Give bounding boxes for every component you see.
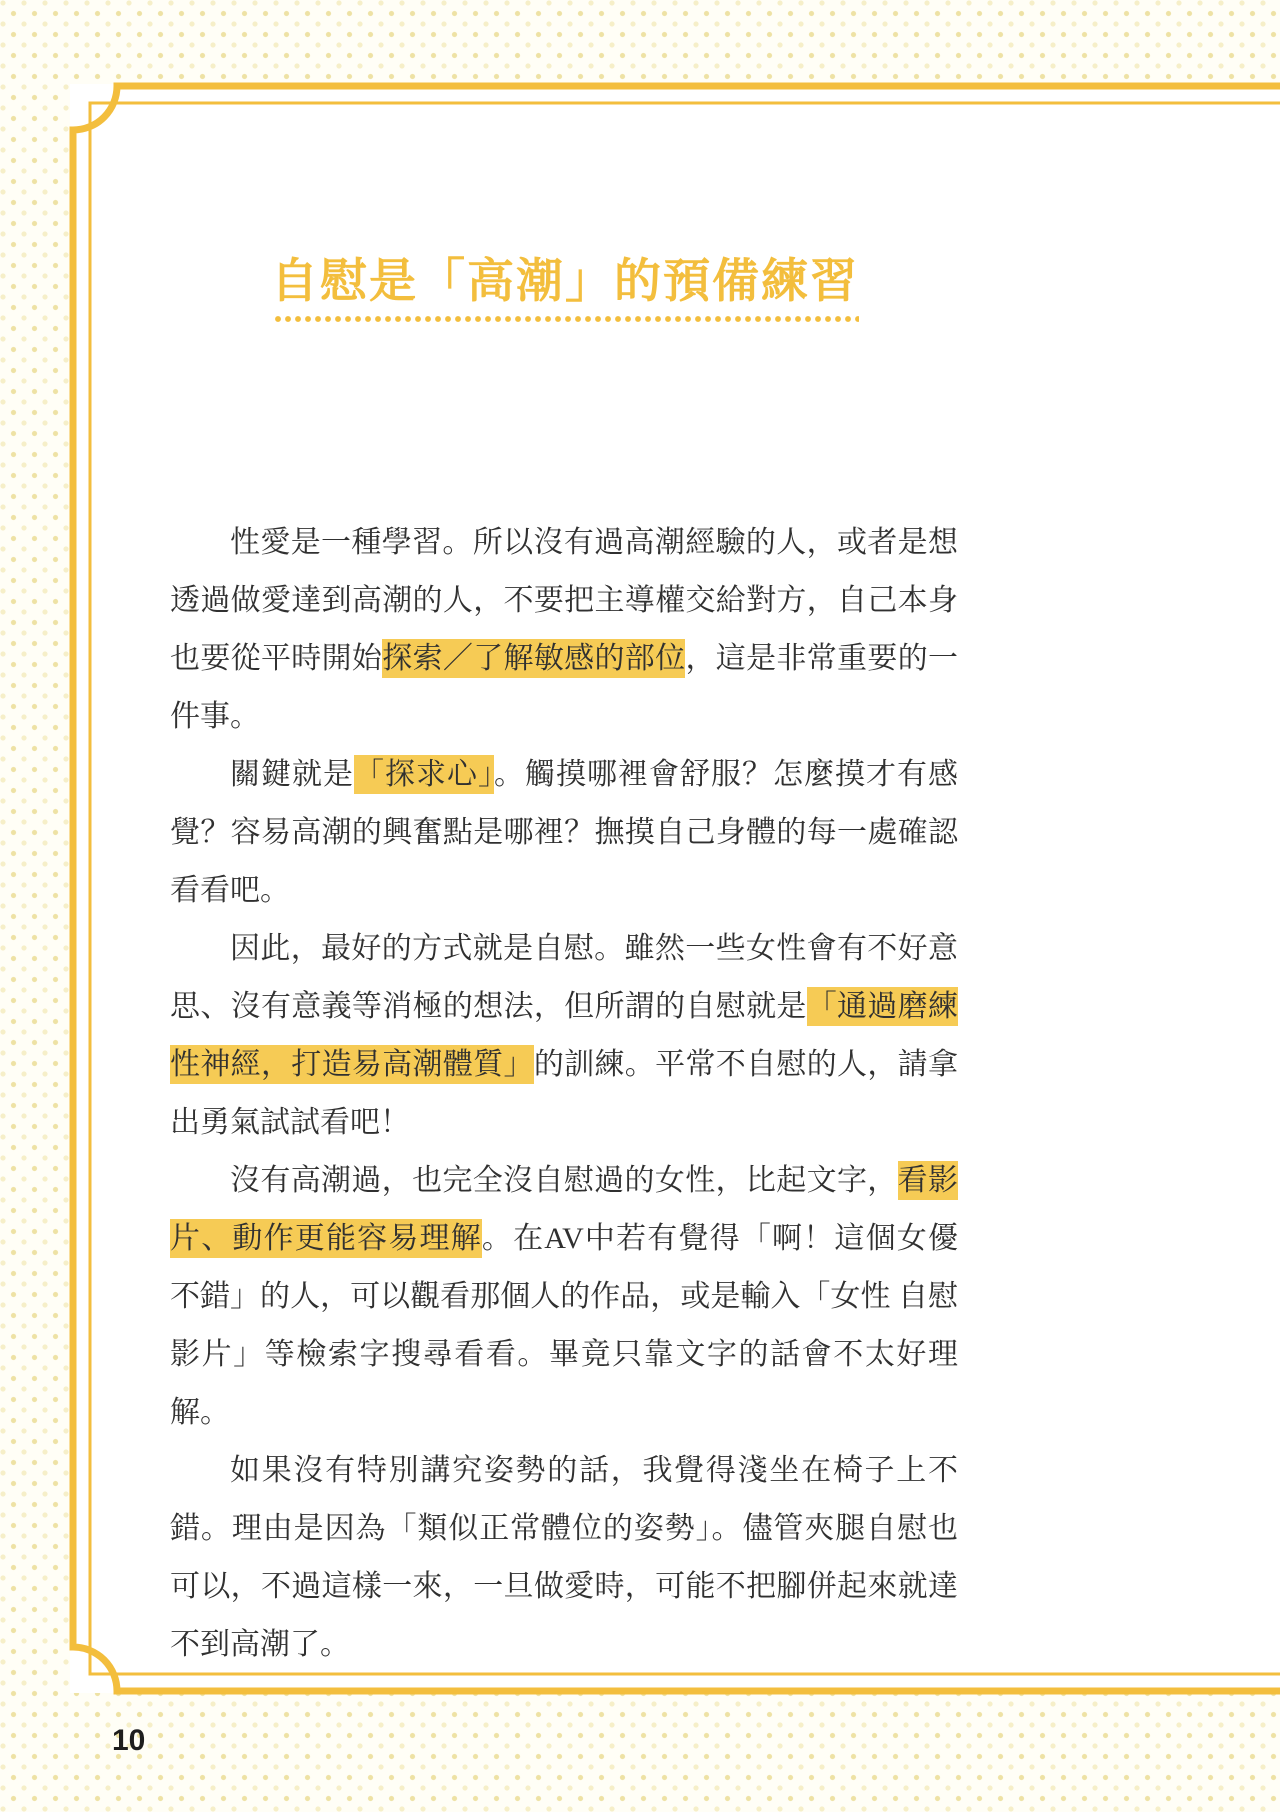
page-number: 10	[112, 1724, 146, 1757]
highlighted-text: 「探求心」	[354, 755, 494, 794]
text-run: 性愛是一種學習。所以沒有過高潮經驗的人，或者是想透過做愛達到高潮的人，不要把主導權交給對方，自己本身也要從平時開始	[170, 526, 958, 675]
text-run: 的訓練。平常不自慰的人，請拿出勇氣試試看吧！	[170, 1048, 959, 1139]
highlighted-text: 「通過磨練性神經，打造易高潮體質」	[170, 987, 958, 1084]
highlighted-text: 看影片、動作更能容易理解	[170, 1161, 958, 1258]
paragraph	[170, 1442, 958, 1674]
paragraph	[170, 920, 958, 1152]
paragraph	[170, 1152, 958, 1442]
text-run: 。觸摸哪裡會舒服？怎麼摸才有感覺？容易高潮的興奮點是哪裡？撫摸自己身體的每一處確認看看吧。	[170, 758, 958, 907]
text-run: ，這是非常重要的一件事。	[170, 642, 959, 733]
body-text	[170, 514, 958, 1674]
text-run: 。在AV中若有覺得「啊！這個女優不錯」的人，可以觀看那個人的作品，或是輸入「女性 自慰 影片」等檢索字搜尋看看。畢竟只靠文字的話會不太好理解。	[170, 1222, 958, 1429]
paragraph	[170, 514, 958, 746]
text-run: 關鍵就是	[230, 758, 354, 791]
highlighted-text: 探索／了解敏感的部位	[382, 639, 685, 678]
text-run: 沒有高潮過，也完全沒自慰過的女性，比起文字，	[230, 1164, 898, 1197]
text-run: 因此，最好的方式就是自慰。雖然一些女性會有不好意思、沒有意義等消極的想法，但所謂的自慰就是	[170, 932, 958, 1023]
chapter-title: 自慰是「高潮」的預備練習	[271, 244, 859, 323]
paragraph	[170, 746, 958, 920]
chapter-title-wrap	[170, 244, 960, 323]
text-run: 如果沒有特別講究姿勢的話，我覺得淺坐在椅子上不錯。理由是因為「類似正常體位的姿勢」。儘管夾腿自慰也可以，不過這樣一來，一旦做愛時，可能不把腳併起來就達不到高潮了。	[170, 1454, 958, 1661]
